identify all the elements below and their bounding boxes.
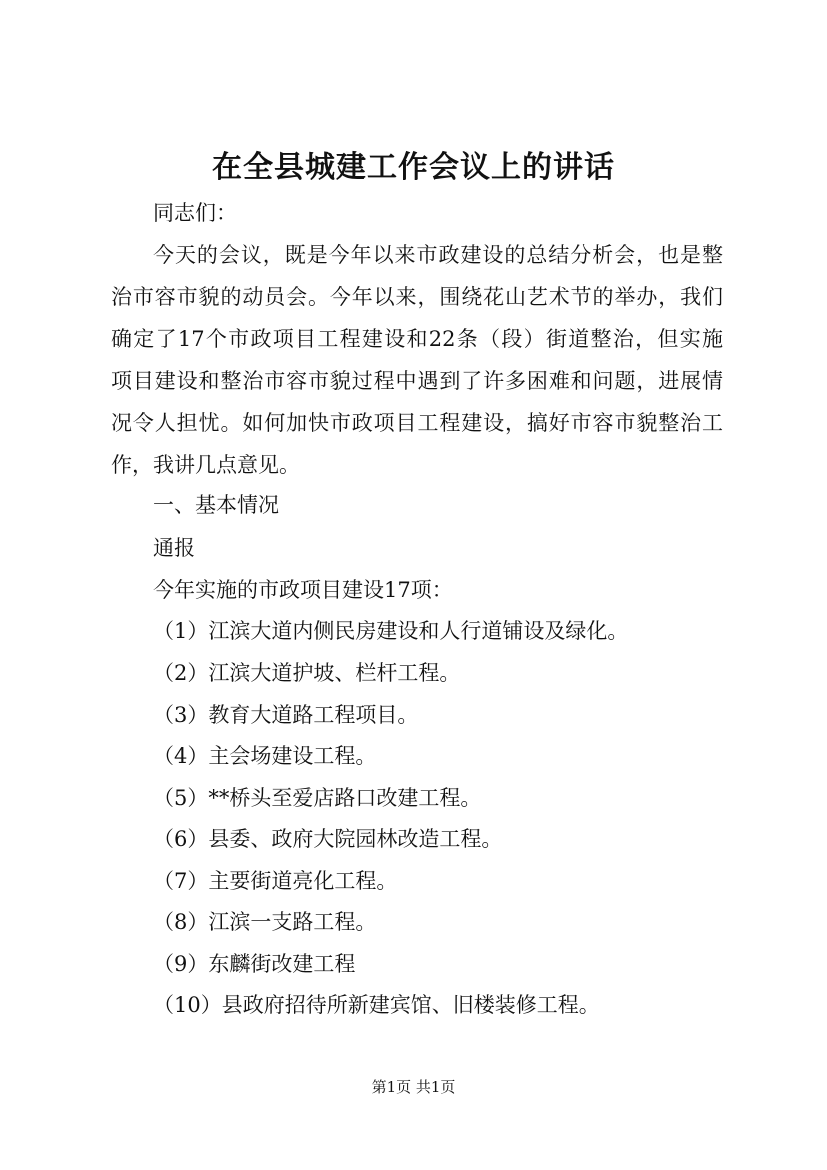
- paragraph-line-4: 项目建设和整治市容市貌过程中遇到了许多困难和问题，进展情: [111, 369, 723, 393]
- list-intro: 今年实施的市政项目建设17项：: [153, 578, 453, 602]
- list-item: （6）县委、政府大院园林改造工程。: [153, 827, 503, 851]
- section-heading: 一、基本情况: [153, 493, 279, 517]
- list-item: （5）**桥头至爱店路口改建工程。: [153, 786, 482, 810]
- document-title: 在全县城建工作会议上的讲话: [212, 150, 615, 185]
- paragraph-line-5: 况令人担忧。如何加快市政项目工程建设，搞好市容市貌整治工: [111, 411, 723, 435]
- list-item: （4）主会场建设工程。: [153, 744, 377, 768]
- page-footer: 第1页 共1页: [371, 1078, 456, 1096]
- list-item: （7）主要街道亮化工程。: [153, 869, 398, 893]
- paragraph-line-3: 确定了17个市政项目工程建设和22条（段）街道整治，但实施: [111, 327, 723, 351]
- list-item: （8）江滨一支路工程。: [153, 910, 377, 934]
- subheading: 通报: [153, 536, 195, 560]
- list-item: （3）教育大道路工程项目。: [153, 703, 419, 727]
- salutation: 同志们：: [153, 201, 237, 225]
- paragraph-line-6: 作，我讲几点意见。: [111, 453, 300, 477]
- list-item: （10）县政府招待所新建宾馆、旧楼装修工程。: [153, 993, 600, 1017]
- paragraph-line-1: 今天的会议，既是今年以来市政建设的总结分析会，也是整: [153, 243, 723, 267]
- list-item: （9）东麟街改建工程: [153, 952, 356, 976]
- paragraph-line-2: 治市容市貌的动员会。今年以来，围绕花山艺术节的举办，我们: [111, 285, 723, 309]
- list-item: （1）江滨大道内侧民房建设和人行道铺设及绿化。: [153, 619, 629, 643]
- list-item: （2）江滨大道护坡、栏杆工程。: [153, 661, 461, 685]
